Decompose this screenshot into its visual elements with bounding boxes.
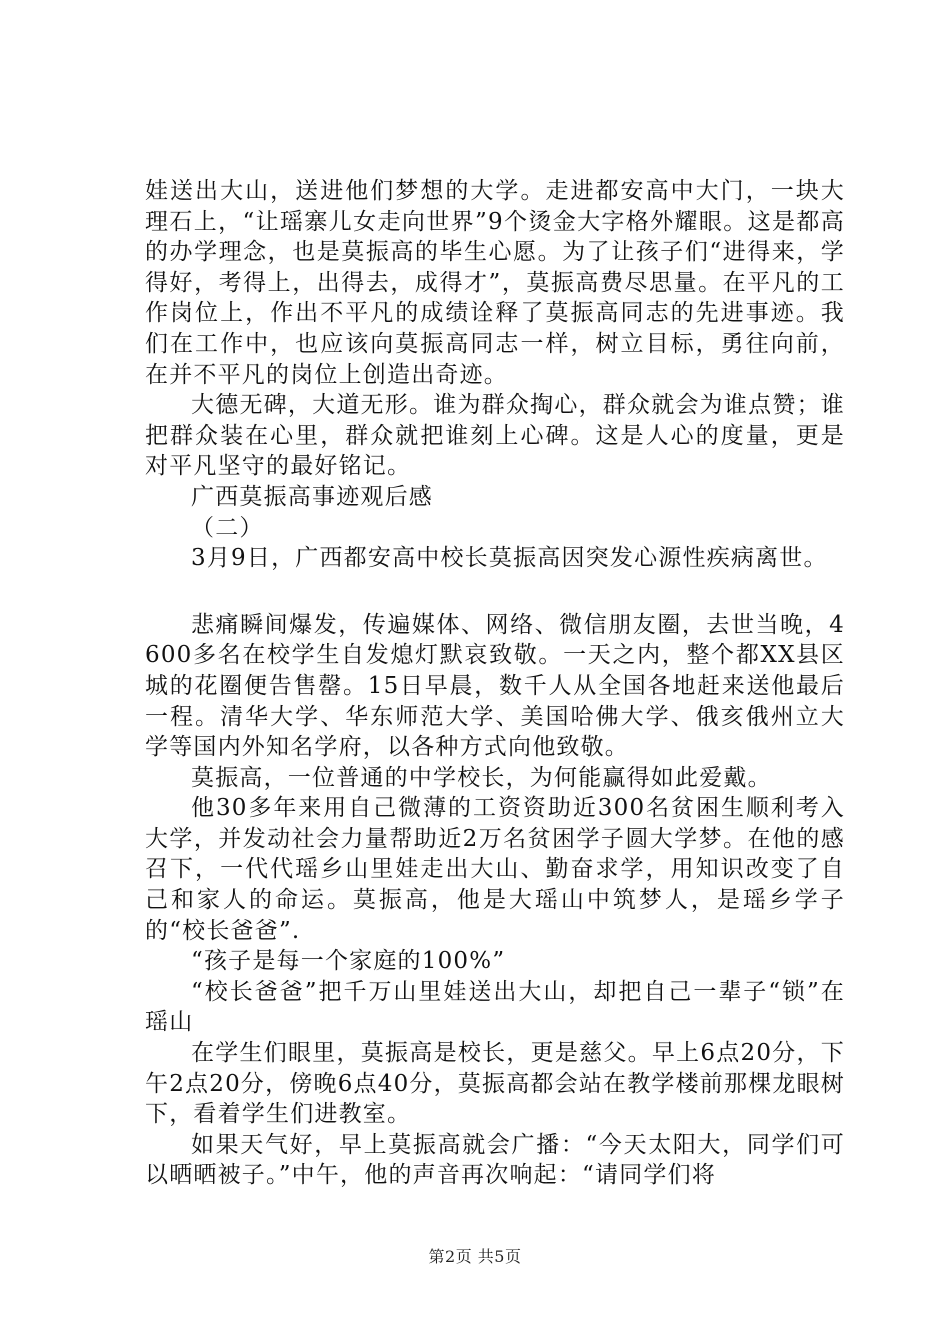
paragraph-3: 3月9日，广西都安高中校长莫振高因突发心源性疾病离世。 — [191, 545, 828, 572]
paragraph-5: 莫振高，一位普通的中学校长，为何能赢得如此爱戴。 — [191, 764, 772, 791]
document-body — [145, 176, 845, 1191]
page-number-footer: 第2页 共5页 — [428, 1247, 522, 1266]
article-title: 广西莫振高事迹观后感 — [191, 483, 433, 510]
paragraph-1: 娃送出大山，送进他们梦想的大学。走进都安高中大门，一块大理石上，“让瑶寨儿女走向世界”9个烫金大字格外耀眼。这是都高的办学理念，也是莫振高的毕生心愿。为了让孩子们“进得来，学得好，考得上，出得去，成得才”，莫振高费尽思量。在平凡的工作岗位上，作出不平凡的成绩诠释了莫振高同志的先进事迹。我们在工作中，也应该向莫振高同志一样，树立目标，勇往向前，在并不平凡的岗位上创造出奇迹。 — [145, 178, 845, 388]
subheading: “校长爸爸”把千万山里娃送出大山，却把自己一辈子“锁”在瑶山 — [145, 978, 845, 1036]
paragraph-6: 他30多年来用自己微薄的工资资助近300名贫困生顺利考入大学，并发动社会力量帮助近2万名贫困学子圆大学梦。在他的感召下，一代代瑶乡山里娃走出大山、勤奋求学，用知识改变了自己和家人的命运。莫振高，他是大瑶山中筑梦人，是瑶乡学子的“校长爸爸”. — [145, 795, 845, 944]
paragraph-8: 如果天气好，早上莫振高就会广播：“今天太阳大，同学们可以晒晒被子。”中午，他的声音再次响起：“请同学们将 — [145, 1131, 845, 1189]
paragraph-4: 悲痛瞬间爆发，传遍媒体、网络、微信朋友圈，去世当晚，4600多名在校学生自发熄灯默哀致敬。一天之内，整个都XX县区城的花圈便告售罄。15日早晨，数千人从全国各地赶来送他最后一程。清华大学、华东师范大学、美国哈佛大学、俄亥俄州立大学等国内外知名学府，以各种方式向他致敬。 — [145, 611, 845, 761]
paragraph-7: 在学生们眼里，莫振高是校长，更是慈父。早上6点20分，下午2点20分，傍晚6点40分，莫振高都会站在教学楼前那棵龙眼树下，看着学生们进教室。 — [145, 1040, 845, 1128]
quote-heading: “孩子是每一个家庭的100%” — [191, 948, 506, 975]
paragraph-2: 大德无碑，大道无形。谁为群众掏心，群众就会为谁点赞；谁把群众装在心里，群众就把谁刻上心碑。这是人心的度量，更是对平凡坚守的最好铭记。 — [145, 392, 845, 480]
section-number: （二） — [191, 514, 264, 541]
paragraph-gap — [145, 574, 845, 610]
